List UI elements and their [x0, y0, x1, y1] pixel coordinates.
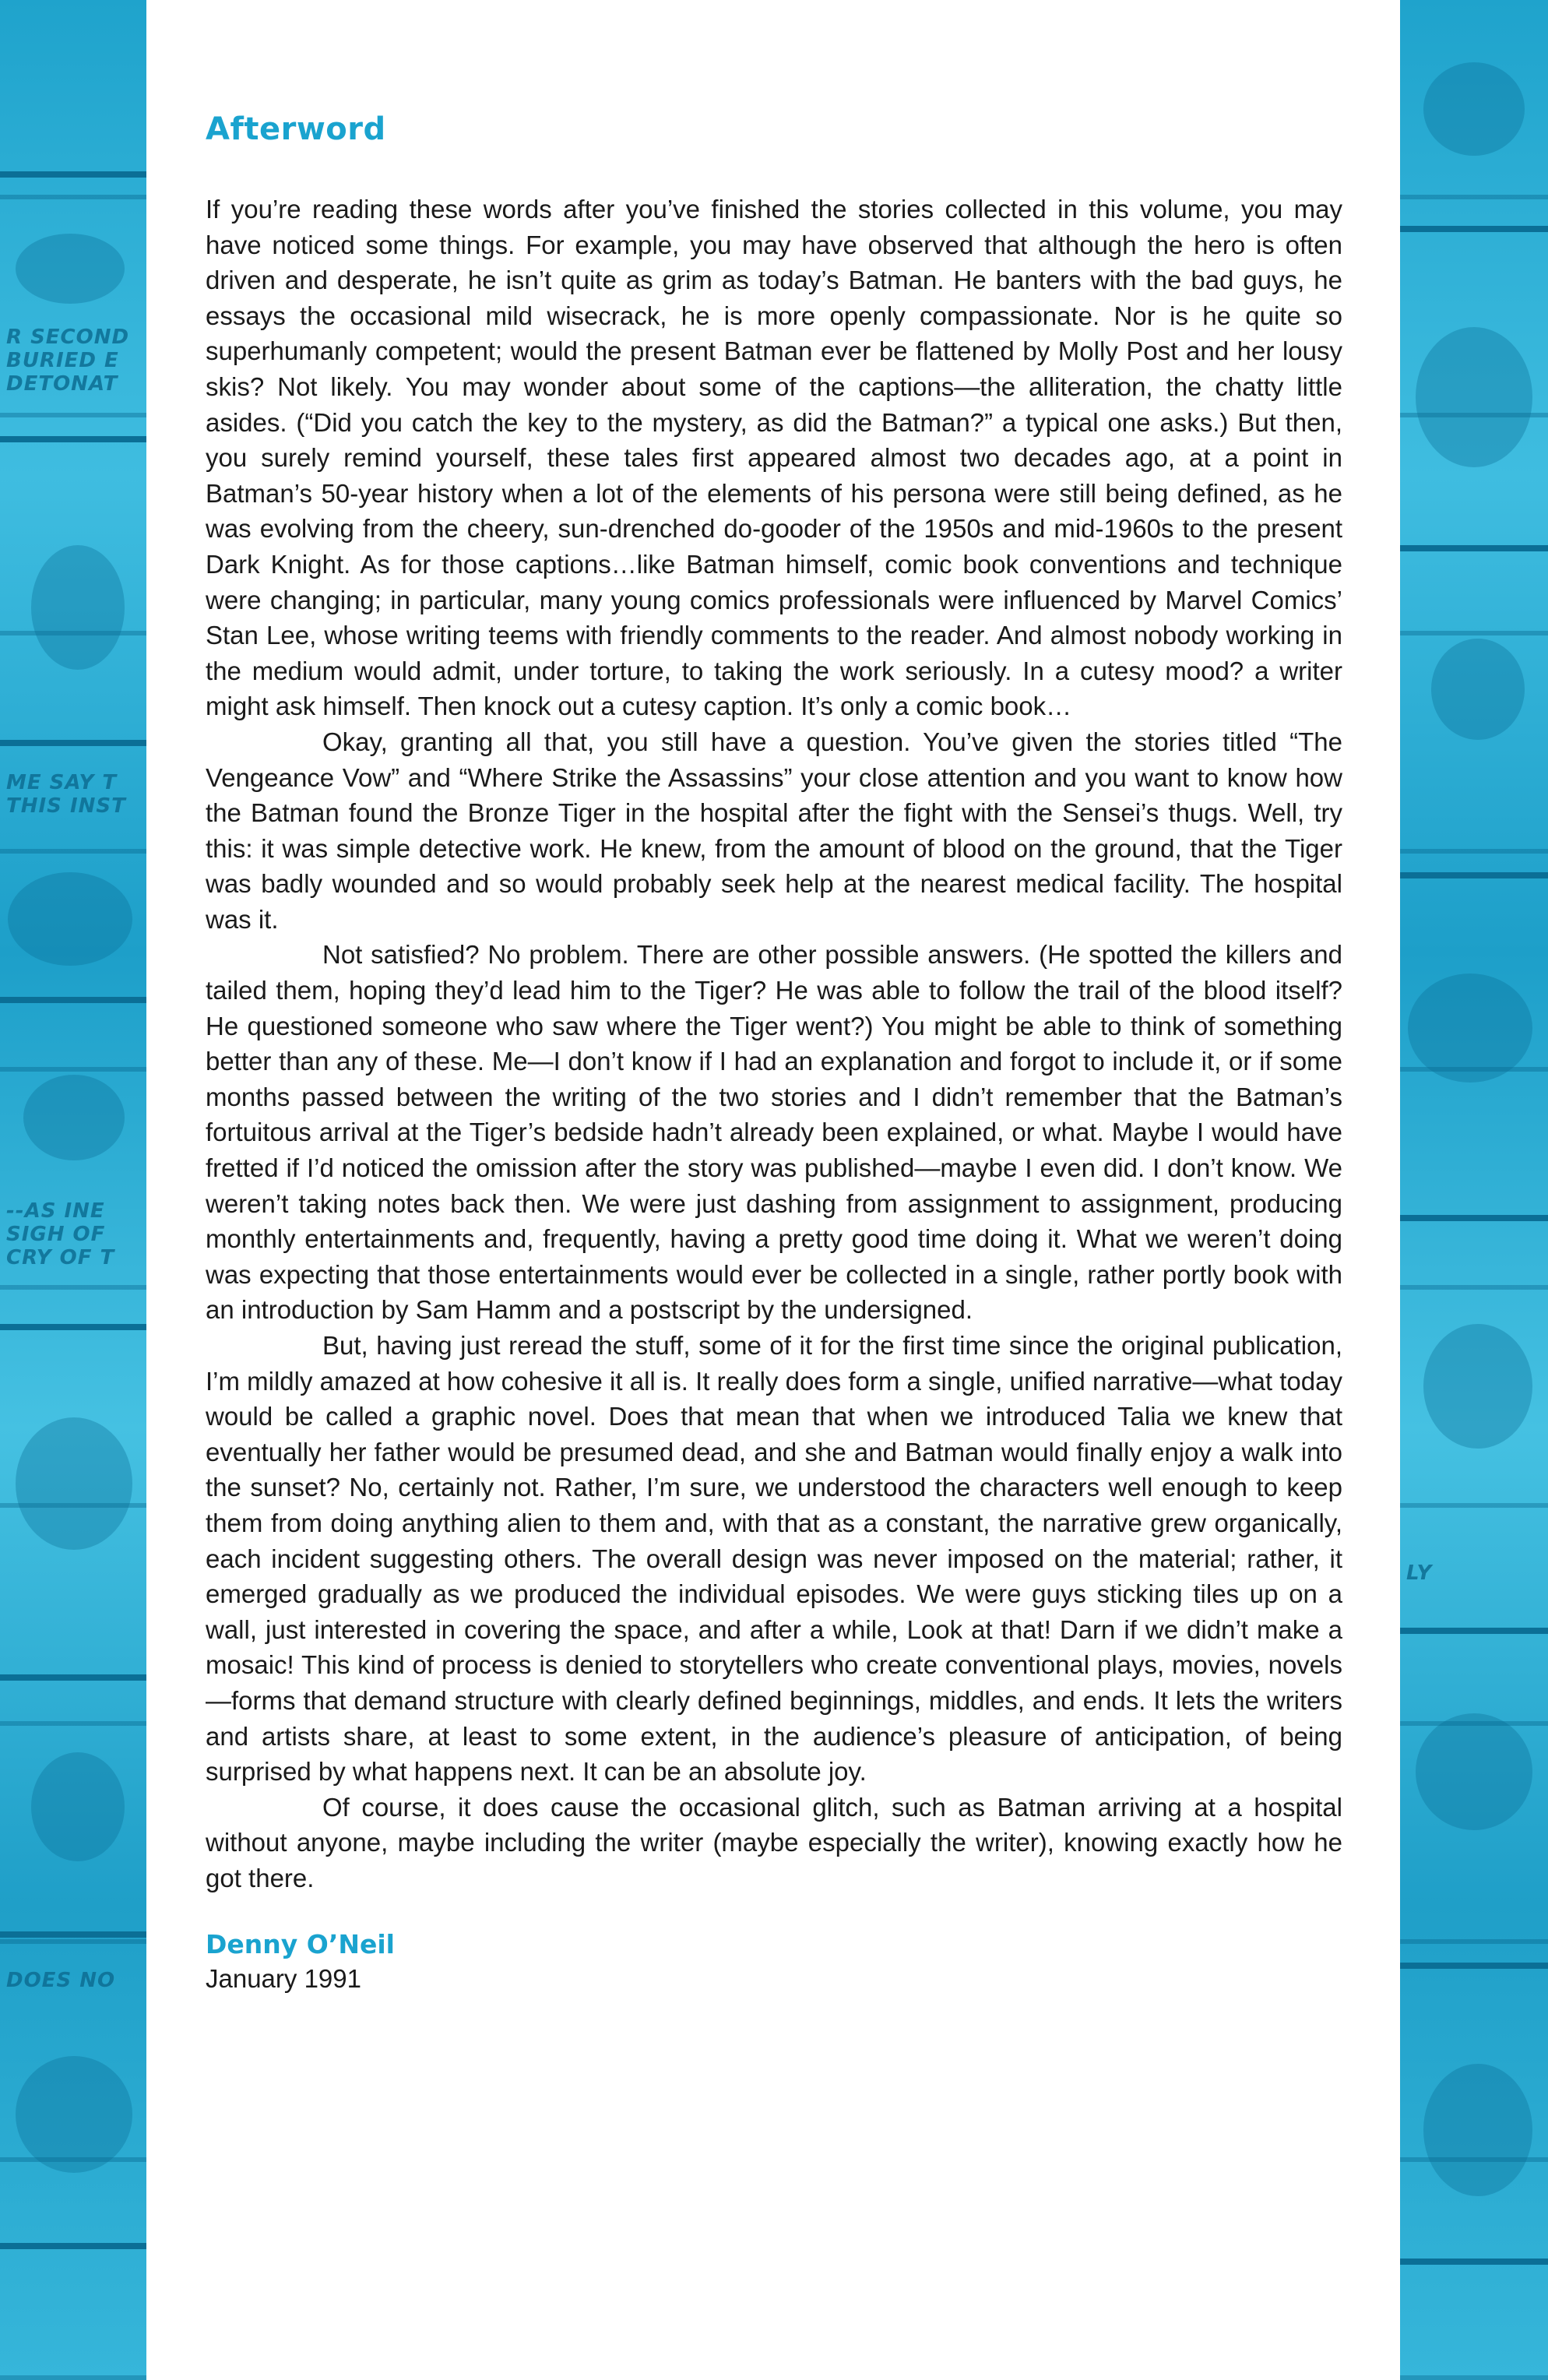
panel-caption: --AS INE SIGH OF CRY OF T [6, 1199, 115, 1269]
panel-border [0, 997, 146, 1003]
paragraph-2: Okay, granting all that, you still have a question. You’ve given the stories titled “The Vengeance Vow” and “Where Strike the Assassins” your close attention and you want to know how the Batman found the Bronze Tiger in the hospital after the fight with the Sensei’s thugs. Well, try this: it was simple detective work. He knew, from the amount of blood on the ground, that the Tiger was badly wounded and so would probably seek help at the nearest medical facility. The hospital was it. [206, 727, 1342, 934]
art-shape [31, 1752, 125, 1861]
panel-border [0, 1931, 146, 1938]
panel-border [1400, 872, 1548, 878]
art-shape [1423, 2064, 1532, 2196]
art-shape [1423, 1324, 1532, 1449]
art-shape [1408, 973, 1532, 1083]
art-shape [16, 234, 125, 304]
document-page [146, 0, 1400, 2380]
panel-caption: DOES NO [6, 1969, 116, 1992]
paragraph-4: But, having just reread the stuff, some of it for the first time since the original publication, I’m mildly amazed at how cohesive it all is. It really does form a single, unified narrative—what today would be called a graphic novel. Does that mean that when we introduced Talia we knew that eventually her father would be presumed dead, and she and Batman would finally enjoy a walk into the sunset? No, certainly not. Rather, I’m sure, we understood the characters well enough to keep them from doing anything alien to them and, with that as a constant, the narrative grew organically, each incident suggesting others. The overall design was never imposed on the material; rather, it emerged gradually as we produced the individual episodes. We were guys sticking tiles up on a wall, just interested in covering the space, and after a while, Look at that! Darn if we didn’t make a mosaic! This kind of process is denied to storytellers who create conventional plays, movies, novels—forms that demand structure with clearly defined beginnings, middles, and ends. It lets the writers and artists share, at least to some extent, in the audience’s pleasure of anticipation, of being surprised by what happens next. It can be an absolute joy. [206, 1331, 1342, 1787]
left-comic-art-strip [0, 0, 146, 2380]
afterword-content [206, 111, 1342, 1996]
art-shape [1416, 327, 1532, 467]
panel-border [1400, 1963, 1548, 1969]
panel-border [0, 740, 146, 746]
panel-border [0, 171, 146, 178]
panel-border [1400, 226, 1548, 232]
panel-border [0, 1674, 146, 1681]
panel-border [1400, 545, 1548, 551]
panel-border [1400, 1628, 1548, 1634]
page-title: Afterword [206, 111, 386, 147]
art-shape [16, 1417, 132, 1550]
panel-border [0, 436, 146, 442]
author-signature: Denny O’Neil [206, 1928, 395, 1959]
panel-caption: LY [1406, 1561, 1433, 1585]
panel-border [1400, 1215, 1548, 1221]
art-shape [1423, 62, 1525, 156]
art-shape [1431, 639, 1525, 740]
right-comic-art-strip [1400, 0, 1548, 2380]
panel-border [1400, 2259, 1548, 2265]
paragraph-5: Of course, it does cause the occasional glitch, such as Batman arriving at a hospital without anyone, maybe including the writer (maybe especially the writer), knowing exactly how he got there. [206, 1792, 1342, 1892]
panel-caption: ME SAY T THIS INST [6, 771, 126, 818]
art-shape [16, 2056, 132, 2173]
art-shape [31, 545, 125, 670]
paragraph-1: If you’re reading these words after you’ve finished the stories collected in this volume, you may have noticed some things. For example, you may have observed that although the hero is often driven and desperate, he isn’t quite as grim as today’s Batman. He banters with the bad guys, he essays the occasional mild wisecrack, he is more openly compassionate. Nor is he quite so superhumanly competent; would the present Batman ever be flattened by Molly Post and her lousy skis? Not likely. You may wonder about some of the captions—the alliteration, the chatty little asides. (“Did you catch the key to the mystery, as did the Batman?” a typical one asks.) But then, you surely remind yourself, these tales first appeared almost two decades ago, at a point in Batman’s 50-year history when a lot of the elements of his persona were still being defined, as he was evolving from the cheery, sun-drenched do-gooder of the 1950s and mid-1960s to the present Dark Knight. As for those captions…like Batman himself, comic book conventions and technique were changing; in particular, many young comics professionals were influenced by Marvel Comics’ Stan Lee, whose writing teems with friendly comments to the reader. And almost nobody working in the medium would admit, under torture, to taking the work seriously. In a cutesy mood? a writer might ask himself. Then knock out a cutesy caption. It’s only a comic book… [206, 195, 1342, 721]
afterword-body [206, 192, 1342, 1896]
art-shape [23, 1075, 125, 1160]
panel-border [0, 1324, 146, 1330]
art-shape [8, 872, 132, 966]
paragraph-3: Not satisfied? No problem. There are other possible answers. (He spotted the killers and tailed them, hoping they’d lead him to the Tiger? He was able to follow the trail of the blood itself? He questioned someone who saw where the Tiger went?) You might be able to think of something better than any of these. Me—I don’t know if I had an explanation and forgot to include it, or if some months passed between the writing of the two stories and I didn’t remember that the Batman’s fortuitous arrival at the Tiger’s bedside hadn’t already been explained, or what. Maybe I would have fretted if I’d noticed the omission after the story was published—maybe I even did. I don’t know. We weren’t taking notes back then. We were just dashing from assignment to assignment, producing monthly entertainments and, frequently, having a pretty good time doing it. What we weren’t doing was expecting that those entertainments would ever be collected in a single, rather portly book with an introduction by Sam Hamm and a postscript by the undersigned. [206, 940, 1342, 1325]
panel-border [0, 2243, 146, 2249]
signature-date: January 1991 [206, 1963, 361, 1993]
art-shape [1416, 1713, 1532, 1830]
panel-caption: R SECOND BURIED E DETONAT [6, 326, 130, 396]
